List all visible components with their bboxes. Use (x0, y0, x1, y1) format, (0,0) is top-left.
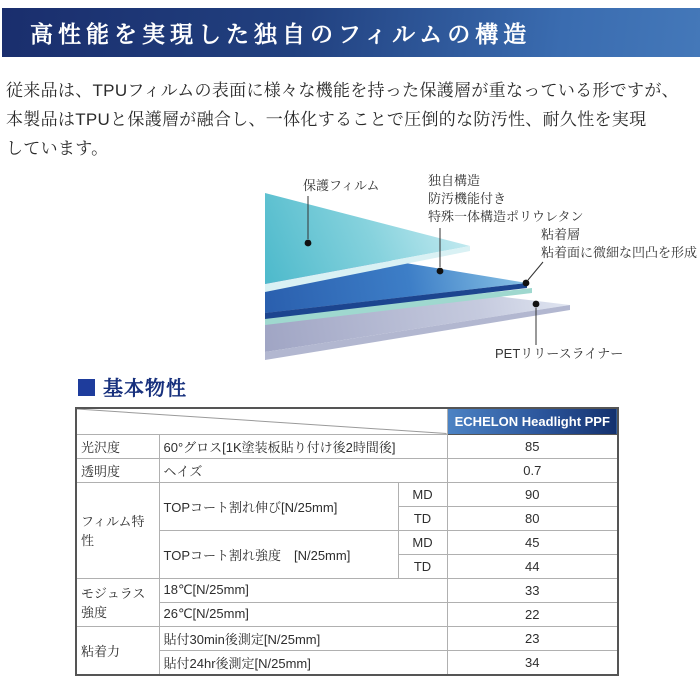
label-unique-structure: 特殊一体構造ポリウレタン (428, 209, 584, 224)
header-banner (2, 8, 700, 57)
value-cell: 80 (447, 506, 618, 530)
value-cell: 90 (447, 482, 618, 506)
test-cell: TOPコート割れ伸び[N/25mm] (159, 482, 398, 530)
intro-line: しています。 (6, 139, 109, 158)
test-cell: 26℃[N/25mm] (159, 602, 447, 626)
label-protective-film: 保護フィルム (303, 178, 380, 193)
page-title: 高性能を実現した独自のフィルムの構造 (30, 22, 532, 47)
table-row (76, 578, 618, 602)
product-column-header: ECHELON Headlight PPF (447, 408, 618, 434)
direction-cell: TD (398, 554, 447, 578)
intro-line: 従来品は、TPUフィルムの表面に様々な機能を持った保護層が重なっている形ですが、 (6, 81, 679, 100)
category-cell: モジュラス強度 (76, 578, 159, 626)
test-cell: 貼付30min後測定[N/25mm] (159, 626, 447, 650)
test-cell: ヘイズ (159, 458, 447, 482)
test-cell: 貼付24hr後測定[N/25mm] (159, 650, 447, 675)
value-cell: 0.7 (447, 458, 618, 482)
leader-dot (437, 268, 444, 275)
section-bullet-square-icon (78, 379, 95, 396)
test-cell: 60°グロス[1K塗装板貼り付け後2時間後] (159, 434, 447, 458)
value-cell: 23 (447, 626, 618, 650)
label-adhesive-layer: 粘着層 (541, 227, 581, 242)
direction-cell: MD (398, 482, 447, 506)
label-adhesive-layer: 粘着面に微細な凹凸を形成 (541, 245, 698, 260)
leader-dot (305, 240, 312, 247)
leader-dot (533, 301, 540, 308)
value-cell: 22 (447, 602, 618, 626)
test-cell: TOPコート割れ強度 [N/25mm] (159, 530, 398, 578)
leader-line (528, 262, 543, 280)
test-cell: 18℃[N/25mm] (159, 578, 447, 602)
category-cell: 粘着力 (76, 626, 159, 675)
category-cell: フィルム特性 (76, 482, 159, 578)
table-row (76, 626, 618, 650)
leader-dot (523, 280, 530, 287)
category-cell: 光沢度 (76, 434, 159, 458)
table-row (76, 458, 618, 482)
value-cell: 85 (447, 434, 618, 458)
direction-cell: MD (398, 530, 447, 554)
value-cell: 45 (447, 530, 618, 554)
diagonal-divider (77, 409, 447, 434)
header-empty-cell (76, 408, 447, 434)
table-row (76, 434, 618, 458)
value-cell: 33 (447, 578, 618, 602)
direction-cell: TD (398, 506, 447, 530)
label-unique-structure: 防汚機能付き (428, 191, 507, 206)
category-cell: 透明度 (76, 458, 159, 482)
label-release-liner: PETリリースライナー (495, 346, 624, 361)
intro-paragraph (6, 76, 696, 163)
table-row (76, 482, 618, 506)
label-unique-structure: 独自構造 (428, 173, 481, 188)
basic-properties-table (75, 407, 619, 676)
table-header-row (76, 408, 618, 434)
value-cell: 34 (447, 650, 618, 675)
section-title-basic-properties (78, 372, 187, 401)
film-structure-diagram (0, 168, 700, 368)
value-cell: 44 (447, 554, 618, 578)
intro-line: 本製品はTPUと保護層が融合し、一体化することで圧倒的な防汚性、耐久性を実現 (6, 110, 647, 129)
section-title-text: 基本物性 (103, 378, 187, 400)
